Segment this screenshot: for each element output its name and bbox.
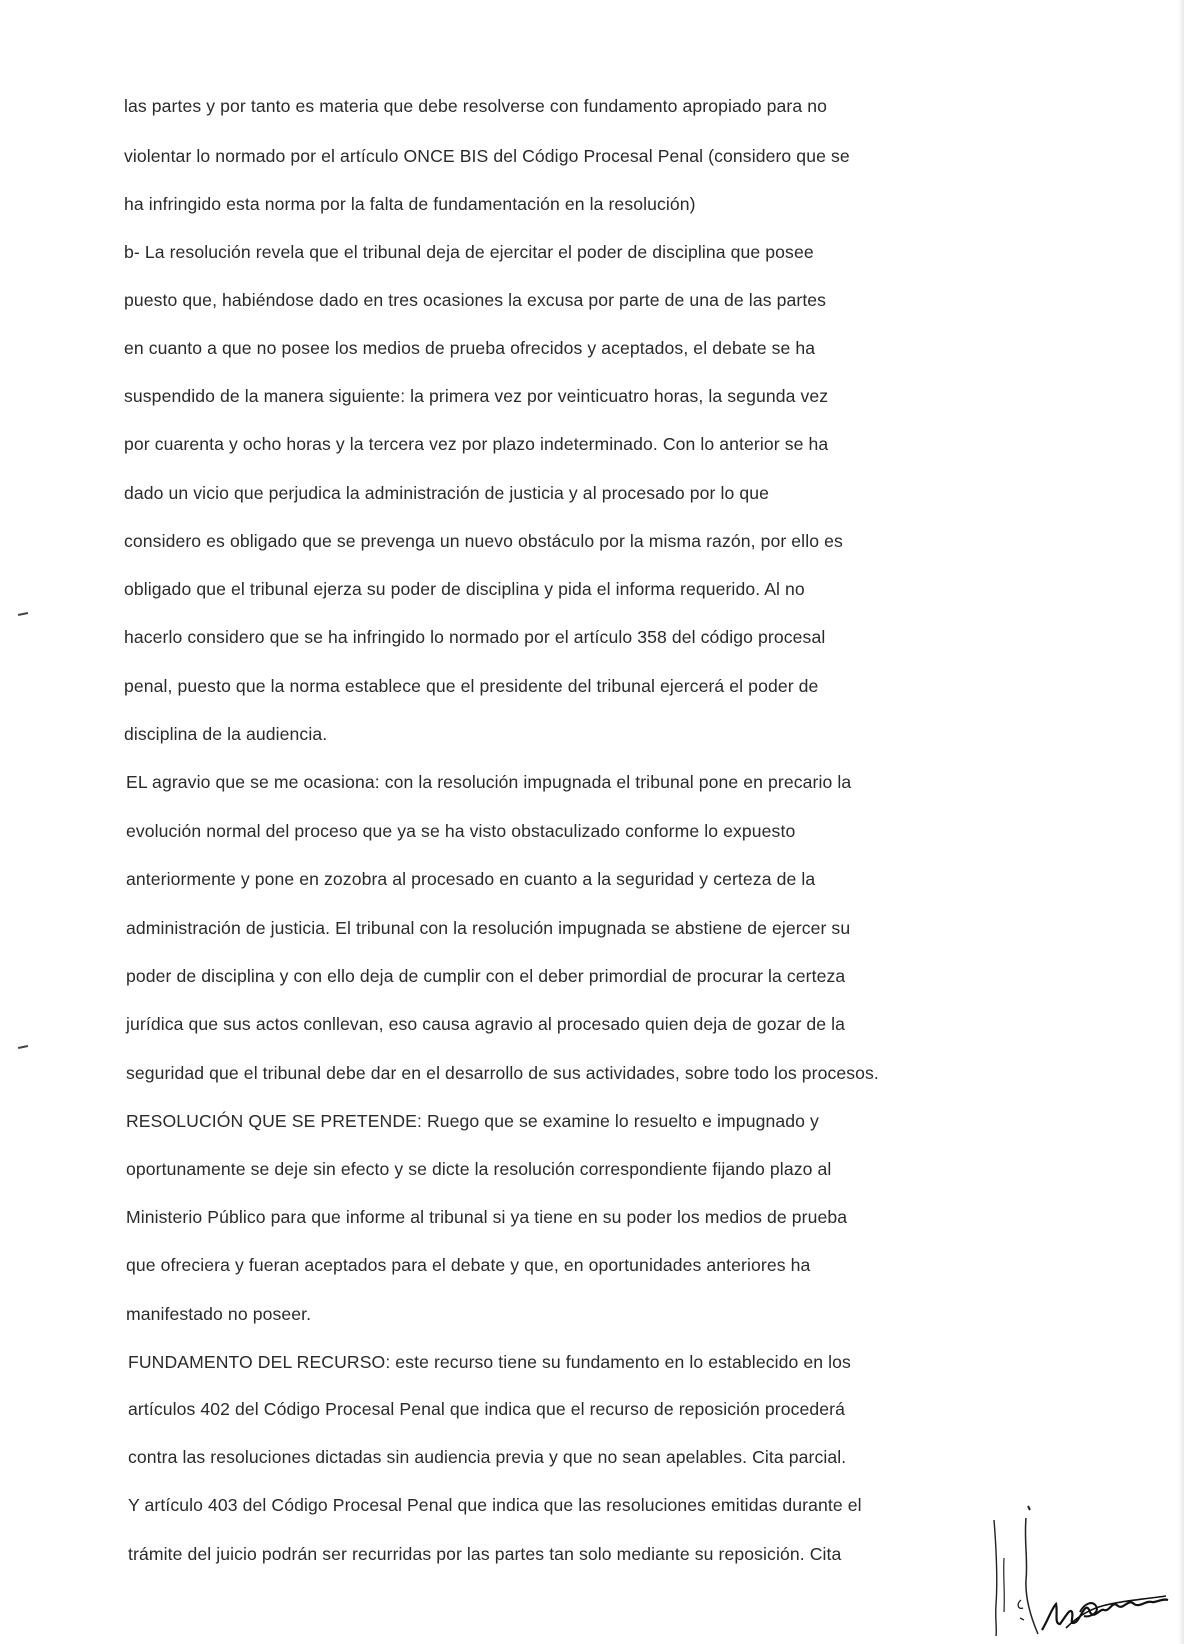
text-line: por cuarenta y ocho horas y la tercera vez por plazo indeterminado. Con lo anterior se ha [124,434,829,454]
margin-mark [18,1045,28,1049]
text-line: EL agravio que se me ocasiona: con la resolución impugnada el tribunal pone en precario la [126,772,852,792]
text-line: penal, puesto que la norma establece que el presidente del tribunal ejercerá el poder de [124,676,819,696]
text-line: contra las resoluciones dictadas sin audiencia previa y que no sean apelables. Cita parcial. [128,1447,847,1467]
text-line: dado un vicio que perjudica la administración de justicia y al procesado por lo que [124,483,769,503]
text-line: FUNDAMENTO DEL RECURSO: este recurso tiene su fundamento en lo establecido en los [128,1352,851,1372]
text-line: disciplina de la audiencia. [124,724,328,744]
page-edge [1178,0,1184,1644]
text-line: manifestado no poseer. [126,1304,312,1324]
text-line: artículos 402 del Código Procesal Penal que indica que el recurso de reposición procederá [128,1399,845,1419]
text-line: ha infringido esta norma por la falta de fundamentación en la resolución) [124,194,696,214]
text-line: considero es obligado que se prevenga un nuevo obstáculo por la misma razón, por ello es [124,531,843,551]
margin-mark [18,612,28,616]
text-line: las partes y por tanto es materia que debe resolverse con fundamento apropiado para no [124,96,828,116]
text-line: b- La resolución revela que el tribunal deja de ejercitar el poder de disciplina que posee [124,242,814,262]
text-line: poder de disciplina y con ello deja de cumplir con el deber primordial de procurar la certeza [126,966,846,986]
text-line: oportunamente se deje sin efecto y se dicte la resolución correspondiente fijando plazo al [126,1159,832,1179]
text-line: anteriormente y pone en zozobra al procesado en cuanto a la seguridad y certeza de la [126,869,816,889]
handwritten-signature [976,1500,1176,1640]
text-line: violentar lo normado por el artículo ONCE BIS del Código Procesal Penal (considero que se [124,146,850,166]
text-line: en cuanto a que no posee los medios de prueba ofrecidos y aceptados, el debate se ha [124,338,816,358]
text-line: suspendido de la manera siguiente: la primera vez por veinticuatro horas, la segunda vez [124,386,829,406]
text-line: seguridad que el tribunal debe dar en el desarrollo de sus actividades, sobre todo los procesos. [126,1063,879,1083]
text-line: hacerlo considero que se ha infringido lo normado por el artículo 358 del código procesal [124,627,826,647]
text-line: administración de justicia. El tribunal con la resolución impugnada se abstiene de ejercer su [126,918,851,938]
text-line: obligado que el tribunal ejerza su poder de disciplina y pida el informa requerido. Al no [124,579,805,599]
text-line: que ofreciera y fueran aceptados para el debate y que, en oportunidades anteriores ha [126,1255,811,1275]
text-line: trámite del juicio podrán ser recurridas por las partes tan solo mediante su reposición. Cita [128,1544,842,1564]
text-line: RESOLUCIÓN QUE SE PRETENDE: Ruego que se examine lo resuelto e impugnado y [126,1111,819,1131]
text-line: evolución normal del proceso que ya se ha visto obstaculizado conforme lo expuesto [126,821,796,841]
text-line: puesto que, habiéndose dado en tres ocasiones la excusa por parte de una de las partes [124,290,827,310]
text-line: Y artículo 403 del Código Procesal Penal que indica que las resoluciones emitidas durante el [128,1495,862,1515]
text-line: jurídica que sus actos conllevan, eso causa agravio al procesado quien deja de gozar de la [126,1014,846,1034]
text-line: Ministerio Público para que informe al tribunal si ya tiene en su poder los medios de prueba [126,1207,848,1227]
